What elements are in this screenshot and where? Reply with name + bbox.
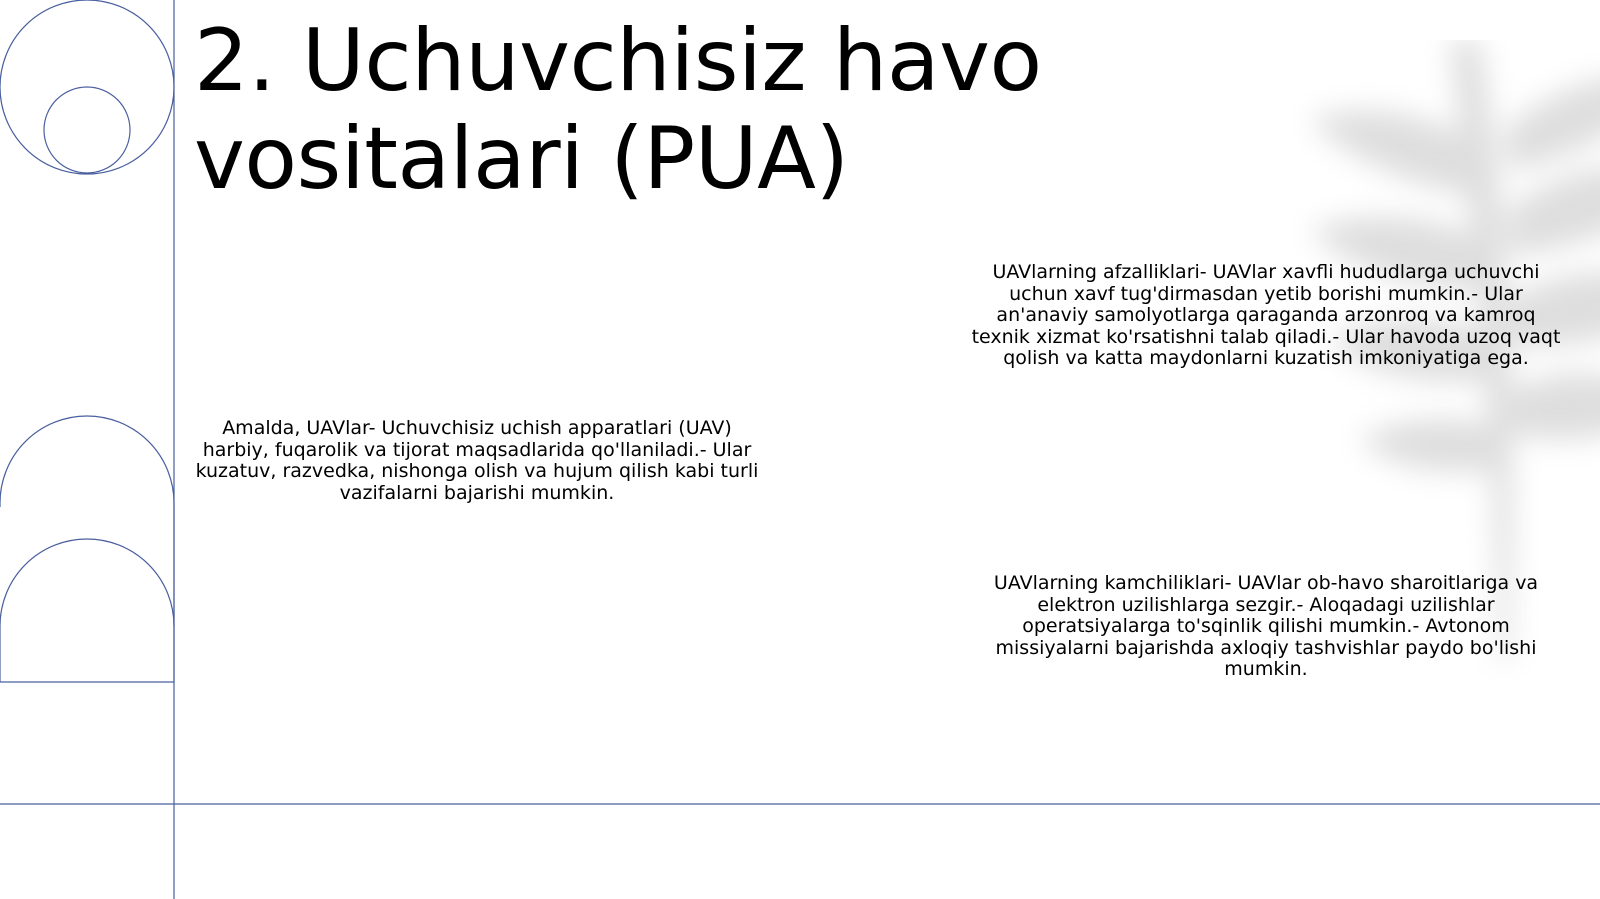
advantages-text-block: UAVlarning afzalliklari- UAVlar xavfli hududlarga uchuvchi uchun xavf tug'dirmasdan yetib borishi mumkin.- Ular an'anaviy samolyotlarga qaraganda arzonroq va kamroq texnik xizmat ko'rsatishni talab qiladi.- Ular havoda uzoq vaqt qolish va katta maydonlarni kuzatish imkoniyatiga ega.	[971, 261, 1561, 369]
disadvantages-text-block: UAVlarning kamchiliklari- UAVlar ob-havo sharoitlariga va elektron uzilishlarga sezgir.- Aloqadagi uzilishlar operatsiyalarga to'sqinlik qilishi mumkin.- Avtonom missiyalarni bajarishda axloqiy tashvishlar paydo bo'lishi mumkin.	[993, 572, 1539, 680]
usage-text-block: Amalda, UAVlar- Uchuvchisiz uchish apparatlari (UAV) harbiy, fuqarolik va tijorat maqsadlarida qo'llaniladi.- Ular kuzatuv, razvedka, nishonga olish va hujum qilish kabi turli vazifalarni bajarishi mumkin.	[195, 417, 759, 504]
slide-title: 2. Uchuvchisiz havo vositalari (PUA)	[194, 11, 1042, 209]
